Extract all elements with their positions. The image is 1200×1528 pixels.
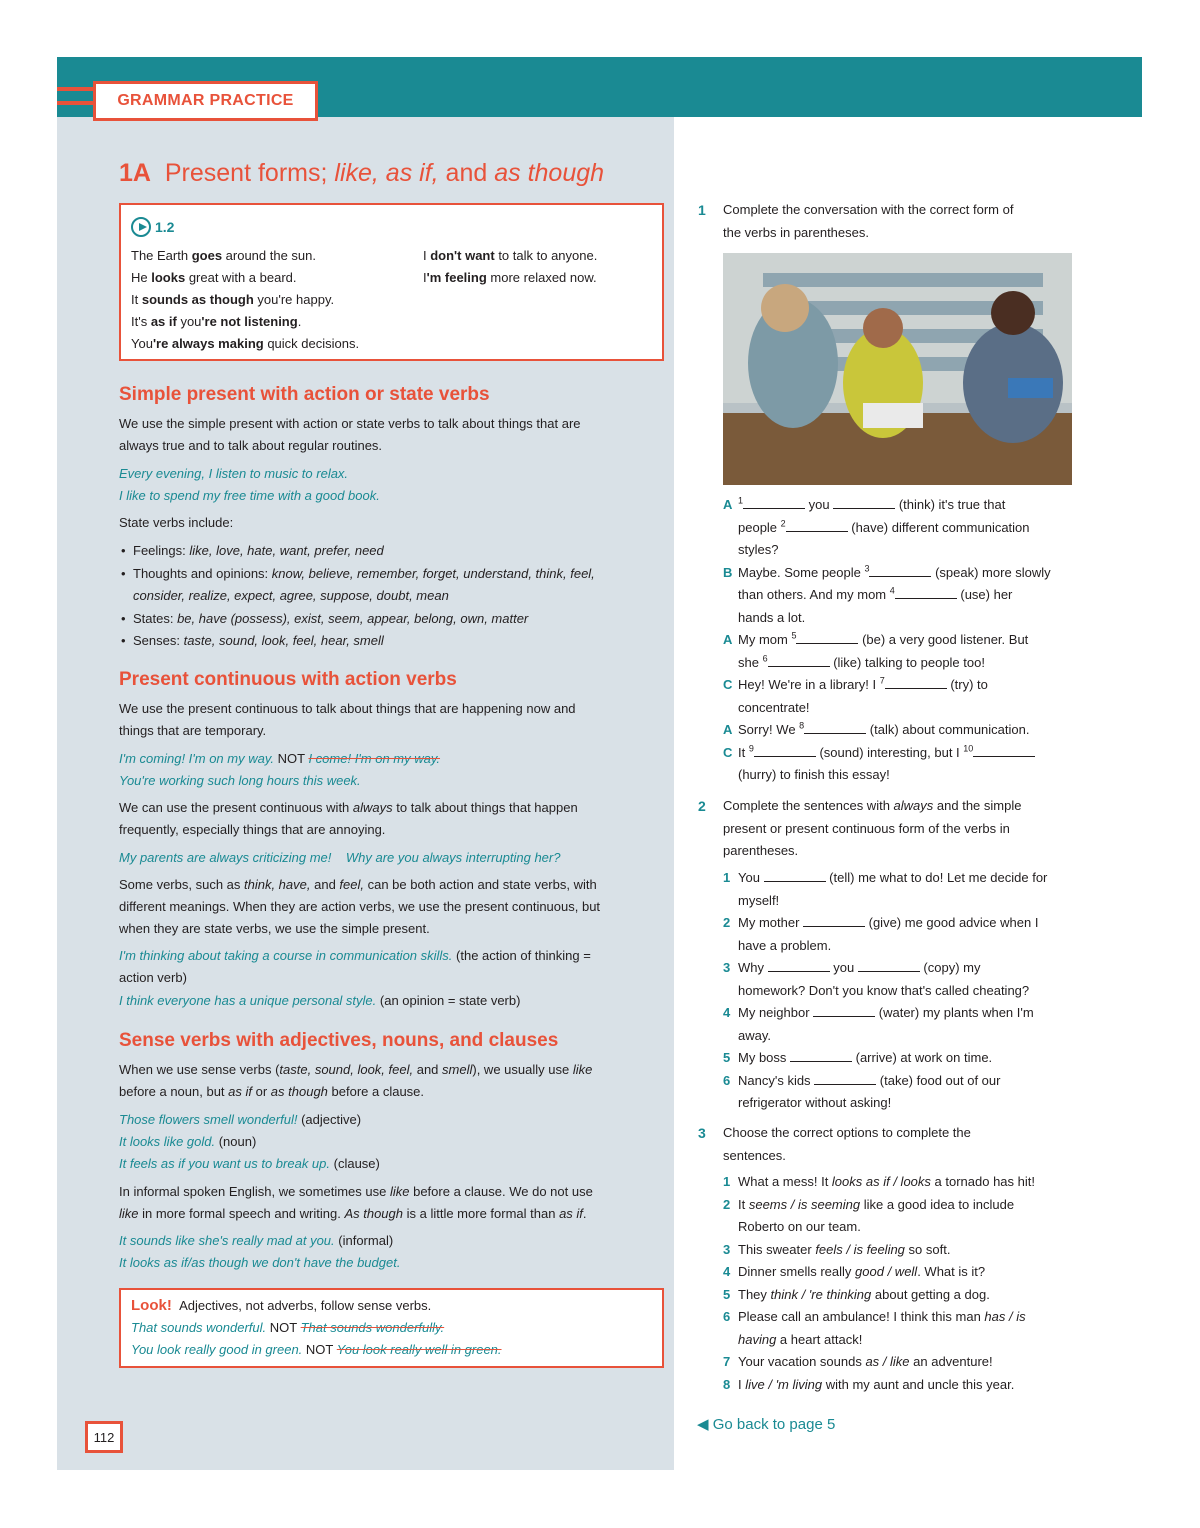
item-text: Hey! We're in a library! I $^7$ (try) to: [738, 675, 988, 692]
arrow-left-icon: ◀: [697, 1416, 709, 1433]
exercise-instructions: Complete the conversation with the correct form of the verbs in parentheses.: [723, 202, 1014, 240]
look-text: Look! Adjectives, not adverbs, follow sense verbs. That sounds wonderful. NOT That sounds wonderfully. You look really good in green. NOT You look really well in green.: [131, 1297, 502, 1357]
item-text: Nancy's kids (take) food out of our: [738, 1072, 1001, 1088]
example-sentence: You're always making quick decisions.: [131, 336, 360, 351]
example-sentence: It feels as if you want us to break up. (clause): [119, 1156, 380, 1171]
exercise-number: 2: [698, 798, 706, 814]
list-item: [723, 1070, 1083, 1093]
example-sentence: It looks like gold. (noun): [119, 1134, 257, 1149]
page: [57, 57, 1142, 1470]
list-item: [723, 980, 1083, 1003]
list-item: [723, 1329, 1083, 1352]
list-item: [723, 867, 1083, 890]
item-text: It seems / is seeming like a good idea to include: [738, 1196, 1015, 1212]
item-text: Your vacation sounds as / like an adventure!: [738, 1354, 993, 1369]
item-label: 3: [723, 1241, 731, 1257]
body-text: Some verbs, such as think, have, and feel, can be both action and state verbs, with: [119, 877, 597, 892]
example-sentence: I'm feeling more relaxed now.: [423, 270, 597, 285]
example-sentence: It's as if you're not listening.: [131, 314, 302, 329]
audio-track[interactable]: 1.2: [131, 217, 174, 237]
section-heading-simple-present: Simple present with action or state verbs: [119, 384, 490, 405]
item-label: 6: [723, 1309, 731, 1324]
item-text: myself!: [738, 892, 780, 908]
example-sentence: He looks great with a beard.: [131, 270, 297, 285]
item-text: What a mess! It looks as if / looks a tornado has hit!: [738, 1174, 1035, 1189]
list-item: [723, 764, 1083, 787]
item-text: refrigerator without asking!: [738, 1095, 892, 1110]
list-item: [723, 1284, 1083, 1307]
example-sentence: I'm coming! I'm on my way. NOT I come! I'm on my way.: [119, 751, 441, 766]
header-stripe: [57, 101, 93, 105]
list-item: • Thoughts and opinions: know, believe, remember, forget, understand, think, feel, consider, realize, expect, agree, suppose, doubt, mean: [119, 563, 664, 608]
exercise-instructions: Complete the sentences with always and the simple present or present continuous form of the verbs in parentheses.: [723, 798, 1022, 858]
item-text: away.: [738, 1027, 771, 1043]
item-label: A: [723, 722, 733, 737]
item-text: homework? Don't you know that's called cheating?: [738, 982, 1030, 998]
item-text: My boss (arrive) at work on time.: [738, 1050, 993, 1065]
examples-left: [131, 245, 359, 355]
header-stripe: [57, 87, 93, 91]
item-label: C: [723, 744, 733, 760]
body-text: We use the simple present with action or state verbs to talk about things that are: [119, 416, 581, 431]
item-text: Please call an ambulance! I think this man has / is: [738, 1309, 1026, 1324]
list-item: [723, 517, 1083, 540]
list-item: [723, 1092, 1083, 1115]
list-item: [723, 1171, 1083, 1194]
example-sentence: It sounds as though you're happy.: [131, 292, 335, 307]
body-text: always true and to talk about regular routines.: [119, 438, 383, 453]
item-text: Maybe. Some people $^3$ (speak) more slowly: [738, 563, 1051, 580]
choice-exercise: [723, 1171, 1083, 1396]
item-text: people $^2$ (have) different communication: [738, 518, 1030, 535]
item-label: 2: [723, 1196, 731, 1212]
item-text: I live / 'm living with my aunt and uncle this year.: [738, 1376, 1015, 1392]
example-sentence: You're working such long hours this week.: [119, 773, 361, 788]
item-text: (hurry) to finish this essay!: [738, 767, 890, 782]
example-sentence: It sounds like she's really mad at you. (informal): [119, 1233, 394, 1248]
list-item: [723, 1002, 1083, 1025]
item-label: 6: [723, 1072, 731, 1088]
example-sentence: I'm thinking about taking a course in communication skills. (the action of thinking =: [119, 948, 591, 963]
item-text: Why you (copy) my: [738, 960, 981, 975]
list-item: [723, 1351, 1083, 1374]
item-text: My mother (give) me good advice when I: [738, 915, 1039, 930]
list-item: [723, 719, 1083, 742]
example-sentence: The Earth goes around the sun.: [131, 248, 317, 263]
body-text: State verbs include:: [119, 515, 234, 530]
item-text: My mom $^5$ (be) a very good listener. But: [738, 630, 1029, 647]
example-sentence: My parents are always criticizing me! Why are you always interrupting her?: [119, 850, 561, 865]
list-item: [723, 584, 1083, 607]
go-back-link[interactable]: ◀ Go back to page 5: [697, 1416, 836, 1433]
list-item: [723, 539, 1083, 562]
list-item: [723, 890, 1083, 913]
exercise-number: 3: [698, 1125, 706, 1141]
item-label: B: [723, 564, 733, 580]
examples-right: [423, 245, 597, 289]
list-item: [723, 1374, 1083, 1397]
list-item: • States: be, have (possess), exist, seem, appear, belong, own, matter: [119, 608, 664, 631]
list-item: [723, 742, 1083, 765]
example-sentence: I think everyone has a unique personal style. (an opinion = state verb): [119, 993, 521, 1008]
list-item: [723, 674, 1083, 697]
list-item: [723, 562, 1083, 585]
item-label: A: [723, 632, 733, 647]
page-number: 112: [85, 1421, 123, 1453]
exercise-instructions: Choose the correct options to complete the sentences.: [723, 1125, 971, 1163]
item-text: having a heart attack!: [738, 1331, 863, 1347]
body-text: when they are state verbs, we use the simple present.: [119, 921, 430, 936]
list-item: [723, 957, 1083, 980]
list-item: [723, 494, 1083, 517]
example-sentence: Those flowers smell wonderful! (adjective): [119, 1112, 362, 1127]
item-label: 4: [723, 1005, 731, 1020]
body-text: In informal spoken English, we sometimes use like before a clause. We do not use: [119, 1184, 593, 1199]
page-title: 1A Present forms; like, as if, and as though: [119, 159, 605, 187]
example-sentence: I like to spend my free time with a good book.: [119, 488, 380, 503]
item-label: 8: [723, 1376, 731, 1392]
item-text: concentrate!: [738, 699, 810, 715]
body-text: action verb): [119, 970, 187, 985]
list-item: [723, 1306, 1083, 1329]
list-item: [723, 652, 1083, 675]
list-item: [723, 1047, 1083, 1070]
item-label: 1: [723, 870, 731, 885]
example-sentence: It looks as if/as though we don't have the budget.: [119, 1255, 401, 1270]
section-heading-sense-verbs: Sense verbs with adjectives, nouns, and clauses: [119, 1030, 559, 1051]
library-photo: [723, 253, 1072, 485]
item-label: 5: [723, 1050, 731, 1065]
item-text: It $^9$ (sound) interesting, but I $^{10}$: [738, 745, 1035, 760]
item-text: Sorry! We $^8$ (talk) about communication.: [738, 720, 1030, 737]
item-label: 2: [723, 915, 731, 930]
item-text: have a problem.: [738, 937, 832, 953]
body-text: like in more formal speech and writing. As though is a little more formal than as if.: [119, 1206, 587, 1221]
list-item: [723, 607, 1083, 630]
body-text: things that are temporary.: [119, 723, 267, 738]
look-box: [119, 1288, 664, 1368]
list-item: [723, 1194, 1083, 1217]
item-label: 3: [723, 960, 731, 975]
body-text: before a noun, but as if or as though before a clause.: [119, 1084, 425, 1099]
item-text: $^1$ you (think) it's true that: [738, 495, 1006, 512]
item-text: than others. And my mom $^4$ (use) her: [738, 585, 1013, 602]
body-text: When we use sense verbs (taste, sound, look, feel, and smell), we usually use like: [119, 1062, 593, 1077]
exercise-number: 1: [698, 202, 706, 218]
list-item: • Senses: taste, sound, look, feel, hear, smell: [119, 630, 664, 653]
body-text: We can use the present continuous with always to talk about things that happen: [119, 800, 578, 815]
list-item: [723, 629, 1083, 652]
item-text: Roberto on our team.: [738, 1219, 861, 1234]
section-banner: GRAMMAR PRACTICE: [93, 81, 318, 121]
item-label: 7: [723, 1354, 731, 1369]
conversation-exercise: [723, 494, 1083, 787]
example-sentence: I don't want to talk to anyone.: [423, 248, 598, 263]
list-item: [723, 1025, 1083, 1048]
body-text: different meanings. When they are action verbs, we use the present continuous, but: [119, 899, 601, 914]
list-item: [723, 697, 1083, 720]
item-text: Dinner smells really good / well. What is it?: [738, 1264, 986, 1279]
photo-illustration: [723, 253, 1072, 485]
list-item: [723, 1239, 1083, 1262]
list-item: [723, 1261, 1083, 1284]
item-text: My neighbor (water) my plants when I'm: [738, 1005, 1034, 1020]
item-text: hands a lot.: [738, 609, 806, 625]
list-item: [723, 1216, 1083, 1239]
item-label: 4: [723, 1264, 731, 1279]
section-heading-present-continuous: Present continuous with action verbs: [119, 669, 457, 690]
list-item: [723, 912, 1083, 935]
item-text: she $^6$ (like) talking to people too!: [738, 653, 985, 670]
item-label: 1: [723, 1174, 731, 1189]
body-text: frequently, especially things that are annoying.: [119, 822, 386, 837]
body-text: We use the present continuous to talk about things that are happening now and: [119, 701, 576, 716]
item-label: 5: [723, 1286, 731, 1302]
list-item: [723, 935, 1083, 958]
item-text: This sweater feels / is feeling so soft.: [738, 1241, 951, 1257]
examples-box: [119, 203, 664, 361]
item-text: They think / 're thinking about getting a dog.: [738, 1286, 990, 1302]
play-icon[interactable]: [131, 217, 151, 237]
item-text: styles?: [738, 542, 779, 557]
item-text: You (tell) me what to do! Let me decide for: [738, 870, 1048, 885]
sentence-exercise: [723, 867, 1083, 1115]
state-verbs-list: [119, 540, 664, 653]
list-item: • Feelings: like, love, hate, want, prefer, need: [119, 540, 664, 563]
item-label: C: [723, 677, 733, 692]
item-label: A: [723, 497, 733, 512]
example-sentence: Every evening, I listen to music to relax.: [119, 466, 349, 481]
